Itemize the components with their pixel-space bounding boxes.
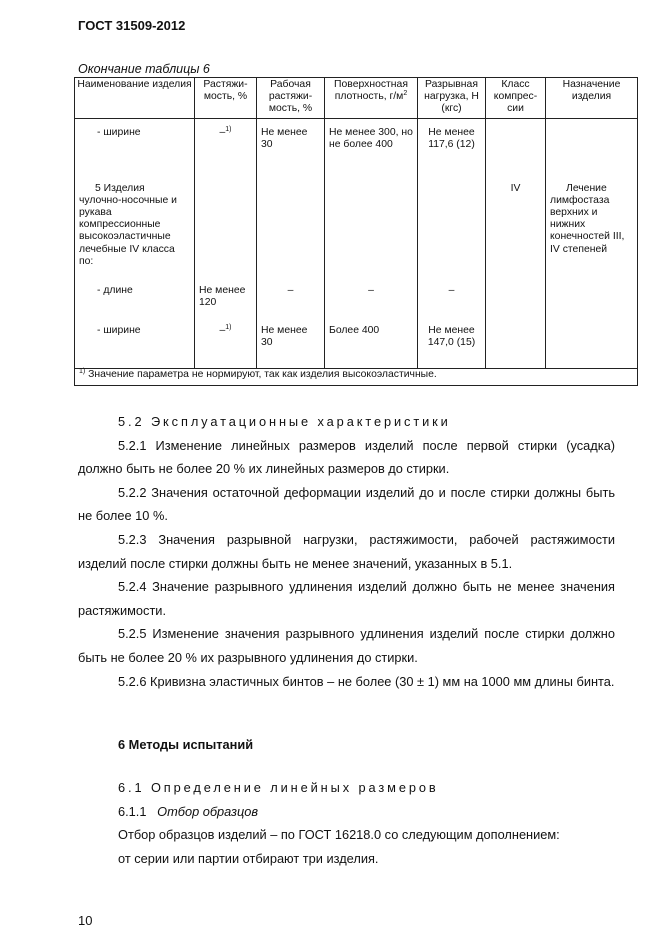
cell-breaking-load: – [418, 285, 486, 325]
cell-working-stretch: Не менее 30 [257, 325, 325, 369]
table-row [75, 127, 638, 183]
table-row [75, 285, 638, 325]
cell-purpose [546, 325, 638, 369]
paragraph: от серии или партии отбирают три изделия. [118, 850, 379, 866]
cell-stretch-value: – [219, 324, 226, 336]
footnote-ref: 1) [225, 125, 232, 133]
cell-stretch [195, 325, 257, 369]
specification-table [74, 77, 638, 386]
section-title: 5.2 Эксплуатационные характеристики [118, 414, 451, 429]
cell-purpose [546, 285, 638, 325]
cell-name: - длине [75, 285, 195, 325]
table-row [75, 325, 638, 369]
table-footnote [75, 369, 638, 386]
subsubsection-title [78, 800, 615, 824]
section-6 [78, 776, 615, 870]
paragraph: 5.2.5 Изменение значения разрывного удлинения изделий после стирки должно быть не более 20 % их разрывного удлинения до стирки. [78, 626, 615, 665]
column-header [325, 78, 418, 119]
paragraph: 5.2.3 Значения разрывной нагрузки, растяжимости, рабочей растяжимости изделий после стирки должны быть не менее значений, указанных в 5.1. [78, 531, 615, 571]
column-header: Класс компрес-сии [486, 78, 546, 119]
section-6-title: 6 Методы испытаний [118, 737, 254, 752]
cell-class [486, 285, 546, 325]
table-footnote-row [75, 369, 638, 386]
paragraph: 5.2.2 Значения остаточной деформации изделий до и после стирки должны быть не более 10 %. [78, 484, 615, 524]
subsubsection-number: 6.1.1 [118, 803, 147, 819]
cell-stretch [195, 183, 257, 285]
cell-working-stretch: Не менее 30 [257, 127, 325, 183]
superscript: 2 [403, 90, 408, 98]
cell-stretch-value: – [219, 126, 226, 138]
paragraph: 5.2.4 Значение разрывного удлинения изделий должно быть не менее значения растяжимости. [78, 579, 615, 618]
cell-working-stretch: – [257, 285, 325, 325]
cell-name: 5 Изделия чулочно-носочные и рукава компрессионные высокоэластичные лечебные IV класса по: [75, 183, 195, 285]
column-header: Разрывная нагрузка, Н (кгс) [418, 78, 486, 119]
cell-class: IV [486, 183, 546, 285]
cell-purpose [546, 127, 638, 183]
column-header: Рабочая растяжи-мость, % [257, 78, 325, 119]
cell-breaking-load [418, 183, 486, 285]
table-caption: Окончание таблицы 6 [78, 62, 210, 76]
cell-density [325, 183, 418, 285]
table-header-row [75, 78, 638, 119]
column-header: Наименование изделия [75, 78, 195, 119]
cell-density: – [325, 285, 418, 325]
cell-breaking-load: Не менее 117,6 (12) [418, 127, 486, 183]
footnote-mark: 1) [79, 368, 86, 376]
paragraph: 5.2.1 Изменение линейных размеров изделий после первой стирки (усадка) должно быть не более 20 % их линейных размеров до стирки. [78, 437, 615, 477]
column-header: Растяжи-мость, % [195, 78, 257, 119]
section-5-2 [78, 410, 615, 693]
page-number: 10 [78, 913, 93, 928]
cell-class [486, 325, 546, 369]
cell-working-stretch [257, 183, 325, 285]
table-row [75, 183, 638, 285]
column-header-text: Поверхностная плотность, г/м [334, 79, 408, 103]
paragraph: Отбор образцов изделий – по ГОСТ 16218.0 со следующим дополнением: [118, 827, 560, 843]
footnote-text: Значение параметра не нормируют, так как изделия высокоэластичные. [88, 369, 437, 381]
subsubsection-name: Отбор образцов [157, 803, 259, 819]
document-header: ГОСТ 31509-2012 [78, 18, 186, 33]
cell-stretch: Не менее 120 [195, 285, 257, 325]
cell-name: - ширине [75, 325, 195, 369]
subsection-title: 6.1 Определение линейных размеров [118, 780, 439, 795]
column-header: Назначение изделия [546, 78, 638, 119]
cell-density: Не менее 300, но не более 400 [325, 127, 418, 183]
cell-breaking-load: Не менее 147,0 (15) [418, 325, 486, 369]
cell-class [486, 127, 546, 183]
cell-stretch [195, 127, 257, 183]
cell-density: Более 400 [325, 325, 418, 369]
cell-purpose: Лечение лимфостаза верхних и нижних конечностей III, IV степеней [546, 183, 638, 285]
paragraph: 5.2.6 Кривизна эластичных бинтов – не более (30 ± 1) мм на 1000 мм длины бинта. [118, 673, 615, 689]
footnote-ref: 1) [225, 323, 232, 331]
cell-name: - ширине [75, 127, 195, 183]
